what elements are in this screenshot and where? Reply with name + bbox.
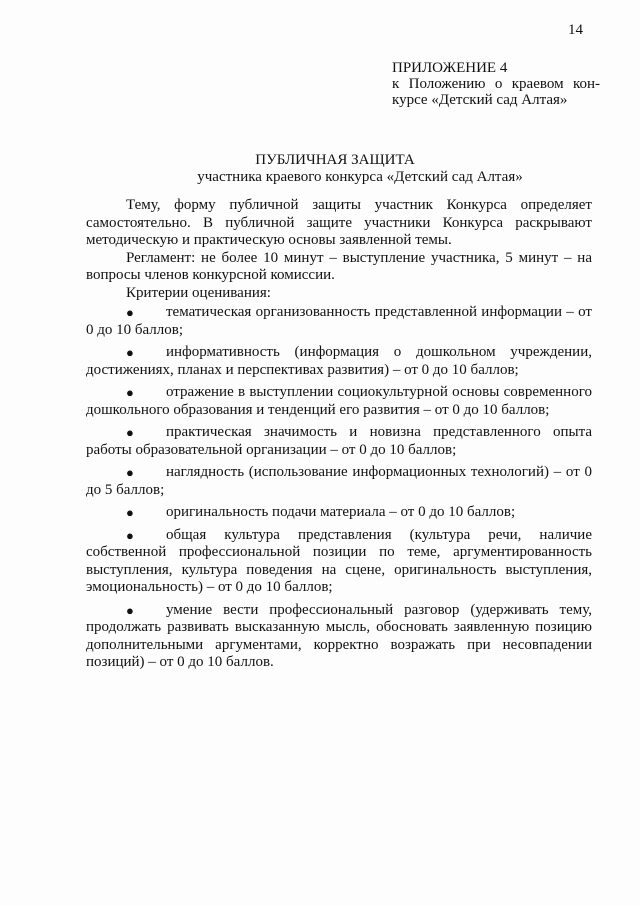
criterion-text: отражение в выступлении социокультурной основы современного дошкольного образования и тенденций его развития – от 0 до 10 баллов; bbox=[86, 384, 592, 418]
criteria-heading: Критерии оценивания: bbox=[126, 284, 271, 301]
criterion-text: практическая значимость и новизна представленного опыта работы образовательной организации – от 0 до 10 баллов; bbox=[86, 424, 592, 458]
appendix-reference-line-1: к Положению о краевом кон- bbox=[392, 76, 600, 92]
page-number: 14 bbox=[568, 22, 583, 38]
intro-paragraph: Тему, форму публичной защиты участник Конкурса определяет самостоятельно. В публичной защите участники Конкурса раскрывают методическую и практическую основы заявленной темы. bbox=[86, 197, 592, 248]
bullet-icon: ● bbox=[126, 527, 134, 543]
bullet-icon: ● bbox=[126, 345, 134, 360]
bullet-icon: ● bbox=[126, 505, 134, 520]
appendix-title: ПРИЛОЖЕНИЕ 4 bbox=[392, 60, 508, 76]
document-title: ПУБЛИЧНАЯ ЗАЩИТА bbox=[255, 152, 415, 168]
document-title-block bbox=[0, 152, 640, 186]
criterion-text: наглядность (использование информационных технологий) – от 0 до 5 баллов; bbox=[86, 464, 592, 498]
list-item bbox=[86, 384, 592, 419]
list-item bbox=[86, 602, 592, 672]
bullet-icon: ● bbox=[126, 385, 134, 400]
list-item bbox=[86, 424, 592, 459]
list-item bbox=[86, 344, 592, 379]
bullet-icon: ● bbox=[126, 465, 134, 480]
criteria-list bbox=[86, 304, 592, 672]
criterion-text: тематическая организованность представленной информации – от 0 до 10 баллов; bbox=[86, 304, 592, 338]
document-body bbox=[86, 197, 592, 677]
list-item bbox=[86, 464, 592, 499]
criterion-text: оригинальность подачи материала – от 0 до 10 баллов; bbox=[166, 504, 516, 520]
appendix-header bbox=[392, 60, 600, 108]
bullet-icon: ● bbox=[126, 305, 134, 320]
appendix-reference-line-2: курсе «Детский сад Алтая» bbox=[392, 92, 568, 108]
criterion-text: информативность (информация о дошкольном учреждении, достижениях, планах и перспективах развития) – от 0 до 10 баллов; bbox=[86, 344, 592, 378]
document-subtitle: участника краевого конкурса «Детский сад Алтая» bbox=[197, 169, 523, 185]
list-item bbox=[86, 304, 592, 339]
bullet-icon: ● bbox=[126, 602, 134, 618]
list-item bbox=[86, 527, 592, 597]
bullet-icon: ● bbox=[126, 425, 134, 440]
criterion-text: умение вести профессиональный разговор (удерживать тему, продолжать развивать высказанную мысль, обосновать заявленную позицию дополнительными аргументами, корректно возражать при несовпадении позиций) – от 0 до 10 баллов. bbox=[86, 601, 592, 670]
criterion-text: общая культура представления (культура речи, наличие собственной профессиональной позиции по теме, аргументированность выступления, культура поведения на сцене, оригинальность выступления, эмоциональность) – от 0 до 10 баллов; bbox=[86, 526, 592, 595]
list-item bbox=[86, 504, 592, 522]
regulation-paragraph: Регламент: не более 10 минут – выступление участника, 5 минут – на вопросы членов конкурсной комиссии. bbox=[86, 249, 592, 283]
